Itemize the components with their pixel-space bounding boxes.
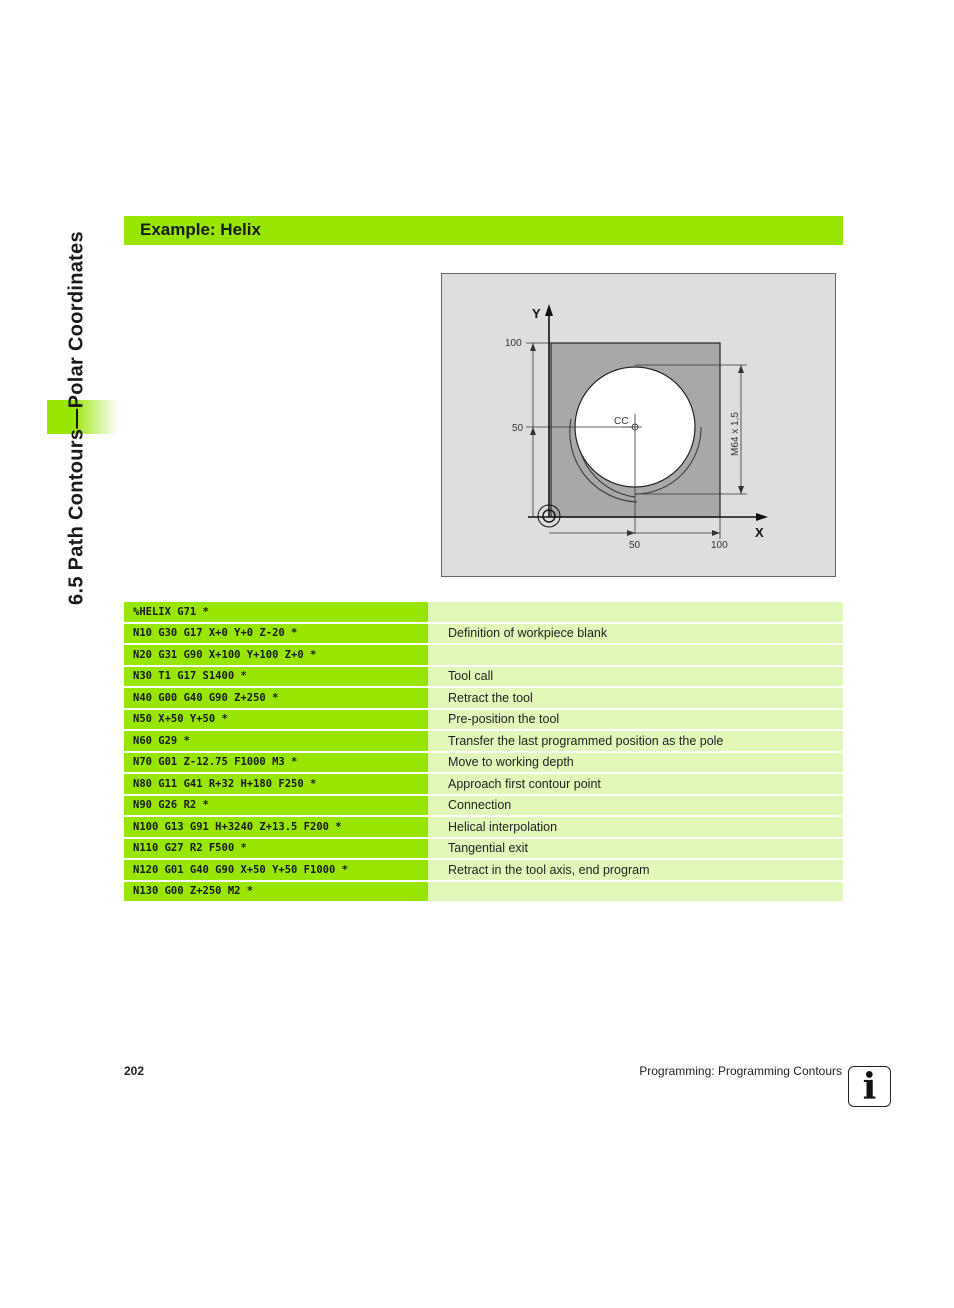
example-title: Example: Helix <box>140 220 261 239</box>
program-row <box>124 817 843 839</box>
program-table <box>124 602 843 903</box>
program-row <box>124 731 843 753</box>
code-description: Retract in the tool axis, end program <box>428 860 843 882</box>
program-row <box>124 860 843 882</box>
program-row <box>124 796 843 818</box>
thread-dim-arrow-bottom <box>738 486 744 494</box>
helix-diagram-svg <box>442 274 837 578</box>
example-header <box>124 216 843 245</box>
code-description: Transfer the last programmed position as the pole <box>428 731 843 753</box>
info-icon <box>848 1066 891 1107</box>
code-line: N120 G01 G40 G90 X+50 Y+50 F1000 * <box>124 860 428 882</box>
info-glyph: i <box>862 1066 877 1108</box>
program-row <box>124 667 843 689</box>
program-row <box>124 602 843 624</box>
program-row <box>124 753 843 775</box>
code-description: Connection <box>428 796 843 818</box>
y-tick-50: 50 <box>512 423 524 434</box>
code-line: N100 G13 G91 H+3240 Z+13.5 F200 * <box>124 817 428 839</box>
thread-dim-arrow-top <box>738 365 744 373</box>
code-description: Definition of workpiece blank <box>428 624 843 646</box>
code-line: N90 G26 R2 * <box>124 796 428 818</box>
page-number: 202 <box>124 1064 145 1078</box>
code-line: %HELIX G71 * <box>124 602 428 624</box>
program-row <box>124 882 843 904</box>
program-row <box>124 710 843 732</box>
x-dim-arrow-right <box>712 530 720 536</box>
x-axis-arrow <box>756 513 768 521</box>
program-row <box>124 839 843 861</box>
program-row <box>124 688 843 710</box>
code-description: Move to working depth <box>428 753 843 775</box>
code-description: Pre-position the tool <box>428 710 843 732</box>
code-description: Tangential exit <box>428 839 843 861</box>
code-description <box>428 645 843 667</box>
code-line: N40 G00 G40 G90 Z+250 * <box>124 688 428 710</box>
footer-section: Programming: Programming Contours <box>639 1064 842 1078</box>
program-row <box>124 774 843 796</box>
helix-diagram <box>441 273 836 577</box>
x-tick-100: 100 <box>711 540 728 551</box>
code-description: Tool call <box>428 667 843 689</box>
x-dim-arrow-mid <box>627 530 635 536</box>
code-line: N80 G11 G41 R+32 H+180 F250 * <box>124 774 428 796</box>
chapter-title: 6.5 Path Contours—Polar Coordinates <box>65 231 88 605</box>
code-description <box>428 602 843 624</box>
axis-x-label: X <box>755 525 764 540</box>
y-tick-100: 100 <box>505 338 522 349</box>
program-row <box>124 624 843 646</box>
code-line: N10 G30 G17 X+0 Y+0 Z-20 * <box>124 624 428 646</box>
y-dim-arrow-mid <box>530 427 536 435</box>
code-description: Helical interpolation <box>428 817 843 839</box>
code-line: N20 G31 G90 X+100 Y+100 Z+0 * <box>124 645 428 667</box>
center-label: CC <box>614 416 629 427</box>
code-line: N60 G29 * <box>124 731 428 753</box>
code-description <box>428 882 843 904</box>
x-tick-50: 50 <box>629 540 641 551</box>
code-line: N50 X+50 Y+50 * <box>124 710 428 732</box>
code-line: N70 G01 Z-12.75 F1000 M3 * <box>124 753 428 775</box>
y-dim-arrow-top <box>530 343 536 351</box>
thread-label: M64 x 1,5 <box>730 412 741 456</box>
code-description: Approach first contour point <box>428 774 843 796</box>
code-line: N110 G27 R2 F500 * <box>124 839 428 861</box>
y-axis-arrow <box>545 304 553 316</box>
code-line: N30 T1 G17 S1400 * <box>124 667 428 689</box>
axis-y-label: Y <box>532 306 541 321</box>
code-line: N130 G00 Z+250 M2 * <box>124 882 428 904</box>
program-row <box>124 645 843 667</box>
code-description: Retract the tool <box>428 688 843 710</box>
